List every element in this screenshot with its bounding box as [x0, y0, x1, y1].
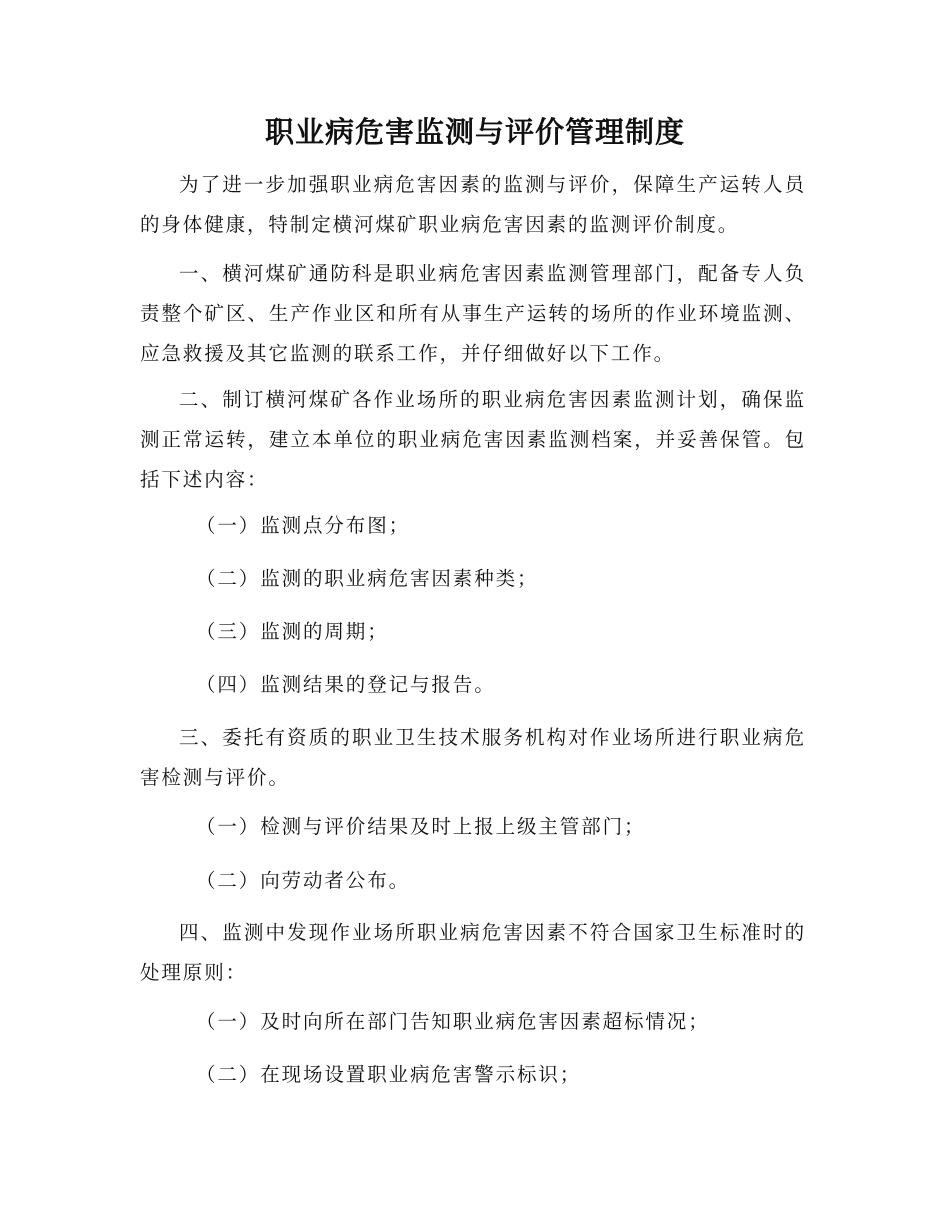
- list-item: [140, 1002, 806, 1042]
- list-item: [140, 807, 806, 847]
- document-title: 职业病危害监测与评价管理制度: [264, 115, 685, 149]
- list-item-text: （一）监测点分布图；: [196, 514, 411, 537]
- list-item: [140, 559, 806, 599]
- section-2-paragraph: 二、制订横河煤矿各作业场所的职业病危害因素监测计划，确保监测正常运转，建立本单位的职业病危害因素监测档案，并妥善保管。包括下述内容：: [140, 388, 806, 491]
- list-item: [140, 1055, 806, 1095]
- list-item-text: （二）向劳动者公布。: [196, 869, 411, 892]
- list-item: [140, 506, 806, 546]
- list-item-text: （一）及时向所在部门告知职业病危害因素超标情况；: [196, 1010, 710, 1033]
- list-item: [140, 861, 806, 901]
- list-item-text: （二）在现场设置职业病危害警示标识；: [196, 1063, 582, 1086]
- list-item: [140, 612, 806, 652]
- list-item-text: （一）检测与评价结果及时上报上级主管部门；: [196, 815, 646, 838]
- list-item: [140, 665, 806, 705]
- section-4-paragraph: 四、监测中发现作业场所职业病危害因素不符合国家卫生标准时的处理原则：: [140, 921, 806, 984]
- list-item-text: （三）监测的周期；: [196, 620, 389, 643]
- list-item-text: （四）监测结果的登记与报告。: [196, 673, 496, 696]
- intro-paragraph: 为了进一步加强职业病危害因素的监测与评价，保障生产运转人员的身体健康，特制定横河煤矿职业病危害因素的监测评价制度。: [140, 173, 806, 236]
- list-item-text: （二）监测的职业病危害因素种类；: [196, 567, 539, 590]
- section-1-paragraph: 一、横河煤矿通防科是职业病危害因素监测管理部门，配备专人负责整个矿区、生产作业区和所有从事生产运转的场所的作业环境监测、应急救援及其它监测的联系工作，并仔细做好以下工作。: [140, 262, 806, 365]
- section-3-paragraph: 三、委托有资质的职业卫生技术服务机构对作业场所进行职业病危害检测与评价。: [140, 726, 806, 789]
